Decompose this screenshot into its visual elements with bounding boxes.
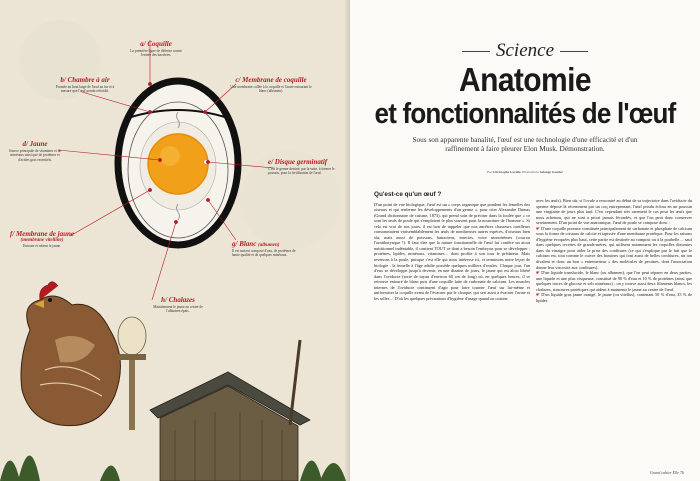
- column-1-body: D'un point de vue biologique, l'œuf est un « corps organique que pondent les femelles des oiseaux et qui renferme les développements d'un germe », pour citer Alexandre Dumas (Grand dictionnaire de cuisine, 1873), qui prend soin de préciser dans la foulée que « ce sont les œufs de poule qui s'emploient le plus souvent pour la nourriture de l'homme ». Si cela est vrai de nos jours, il est bon de rappeler que nos ancêtres chasseurs cueilleurs consommaient vraisemblablement les œufs de nombreuses autres espèces, d'oiseaux bien sûr, mais aussi de poissons, batraciens, insectes, voire monotrèmes (coucou l'ornithorynque !). Il faut dire que la nature fonctionnelle de l'œuf lui confère un atout nutritionnel indéniable, il contient TOUT ce dont a besoin l'embryon pour se développer : protéines, lipides, minéraux, vitamines… dont profite à son tour le prédateur. Mais revenons à la poule, puisque c'est elle qui nous intéresse ici, et terminons notre leçon de biologie : la femelle à l'âge adulte possède quelques milliers d'ovules. Chaque jour, l'un d'eux se développe jusqu'à devenir, en une dizaine de jours, le jaune qui est alors libéré dans l'oviducte (sorte de tuyau d'environ 60 cm de long) où, en quelques heures, il se retrouve entouré de blanc puis d'une coquille faite de carbonate de calcium. Les muscles internes de l'oviducte continuent d'agir pour faire tourner l'œuf sur lui-même et uniformiser la coquille avant de l'évacuer par le cloaque, qui sert aussi à évacuer l'urine et les selles… D'où les quelques précautions d'hygiène d'usage quand on cuisine: [374, 201, 530, 301]
- article-column-2: [536, 198, 692, 303]
- label-blanc: [232, 240, 304, 258]
- label-jaune-title: d/ Jaune: [22, 140, 48, 148]
- bullet-item: ☛ D'une coquille poreuse constituée principalement de carbonate et phosphate de calcium sous la forme de cristaux de calcite et tapissée d'une membrane protéique. Pour les raisons d'hygiène évoquées plus haut, cette partie est destinée au compost ou à la poubelle… sauf dans quelques recettes de grands-mères, qui utilisent notamment les coquilles dissoutes dans du vinaigre pour aider la prise des confitures (ce qui s'explique par le fait que le calcium est, tout comme le cuivre des bassines qui font aussi de belles confitures, un ion divalent et donc un bon « entremetteur » des molécules de pectines, dont l'association donne leur viscosité aux confitures).: [536, 225, 692, 270]
- illustrator-name: Solange Gautier: [539, 170, 564, 174]
- article-credits: Par Christophe Lavelle. Illustrations Solange Gautier: [486, 170, 564, 174]
- label-membrane-coquille: [228, 76, 314, 94]
- bullet-item: ☛ D'un liquide gras jaune orangé, le jaune (ou vitellus), contenant 50 % d'eau, 35 % de lipides: [536, 292, 692, 303]
- author-name: Christophe Lavelle: [492, 170, 521, 174]
- label-chambre-air: [52, 76, 118, 94]
- column-2-intro: avec les œufs). Bien sûr, si l'ovule a rencontré au début de sa trajectoire dans l'oviducte du sperme déposé là récemment par un coq entreprenant, l'œuf pondu éclora en un poussin une vingtaine de jours plus tard. C'est cependant très rarement le cas pour les œufs que nous achetons, qui ne sont a priori jamais fécondés, et que l'on peut donc conserver sereinement. D'un point de vue anatomique, l'œuf de poule se compose donc :: [536, 198, 692, 226]
- label-membrane-coquille-title: c/ Membrane de coquille: [235, 76, 307, 84]
- label-membrane-jaune: [4, 230, 80, 248]
- bullet-item: ☛ D'un liquide translucide, le blanc (ou albumen), que l'on peut séparer en deux parties, une liquide et une plus visqueuse, constitué de 90 % d'eau et 10 % de protéines (ainsi que quelques traces de glucose et sels minéraux) ; on y trouve aussi deux filaments blancs, les chalazes, structures protéiques qui aident à maintenir le jaune au centre de l'œuf.: [536, 270, 692, 292]
- kicker-text: Science: [495, 40, 554, 61]
- label-blanc-subtitle: (albumen): [258, 243, 280, 248]
- kicker-rule-left: [462, 51, 490, 52]
- label-membrane-jaune-title: f/ Membrane de jaune: [10, 230, 74, 238]
- label-membrane-jaune-desc: Entoure et retient le jaune.: [22, 244, 62, 248]
- label-disque: [268, 158, 336, 176]
- label-coquille: [126, 40, 186, 58]
- article-title-line2: et fonctionnalités de l'œuf: [374, 96, 676, 130]
- article-title-line1: Anatomie: [459, 62, 591, 99]
- pointer-hand-icon: ☛: [536, 292, 542, 298]
- label-blanc-desc: Il est surtout composé d'eau, de protéines de haute qualité et de quelques minéraux.: [232, 249, 296, 258]
- article-page: [350, 0, 700, 481]
- label-chambre-air-title: b/ Chambre à air: [60, 76, 110, 84]
- label-chambre-air-desc: Formée au bout large de l'œuf au fur et à mesure que l'œuf pondu refroidit.: [55, 85, 115, 94]
- label-chalazes: [146, 296, 210, 314]
- label-disque-title: e/ Disque germinatif: [268, 158, 328, 166]
- yolk: [148, 134, 208, 194]
- section-kicker: [350, 40, 700, 62]
- label-chalazes-title: h/ Chalazes: [161, 296, 195, 304]
- label-coquille-desc: La première ligne de défense contre l'entrée des bactéries.: [130, 49, 182, 58]
- label-jaune-desc: Source principale de vitamines et de minéraux ainsi que de protéines et d'acides gras essentiels.: [8, 149, 62, 162]
- label-jaune: [6, 140, 64, 162]
- label-membrane-jaune-subtitle: (membrane vitelline): [20, 238, 64, 243]
- article-column-1: [374, 192, 530, 301]
- label-chalazes-desc: Maintiennent le jaune au centre de l'albumen épais.: [153, 305, 203, 314]
- pointer-hand-icon: ☛: [536, 270, 542, 276]
- pointer-hand-icon: ☛: [536, 225, 542, 231]
- label-blanc-title: g/ Blanc: [232, 240, 257, 248]
- article-lede: Sous son apparente banalité, l'œuf est une technologie d'une efficacité et d'un raffinement à faire pleurer Elon Musk. Démonstration.: [412, 135, 638, 153]
- label-membrane-coquille-desc: Une membrane collée à la coquille et l'autre entourant le blanc (albumen).: [230, 85, 312, 94]
- label-disque-desc: C'est le germe destiné, par la suite, à former le poussin, pour la fertilisation de l'œuf.: [268, 167, 335, 176]
- article-subhead: Qu'est-ce qu'un œuf ?: [374, 191, 442, 198]
- page-folio: Grand cahier Elle 76: [649, 470, 684, 475]
- label-coquille-title: a/ Coquille: [140, 40, 172, 48]
- kicker-rule-right: [560, 51, 588, 52]
